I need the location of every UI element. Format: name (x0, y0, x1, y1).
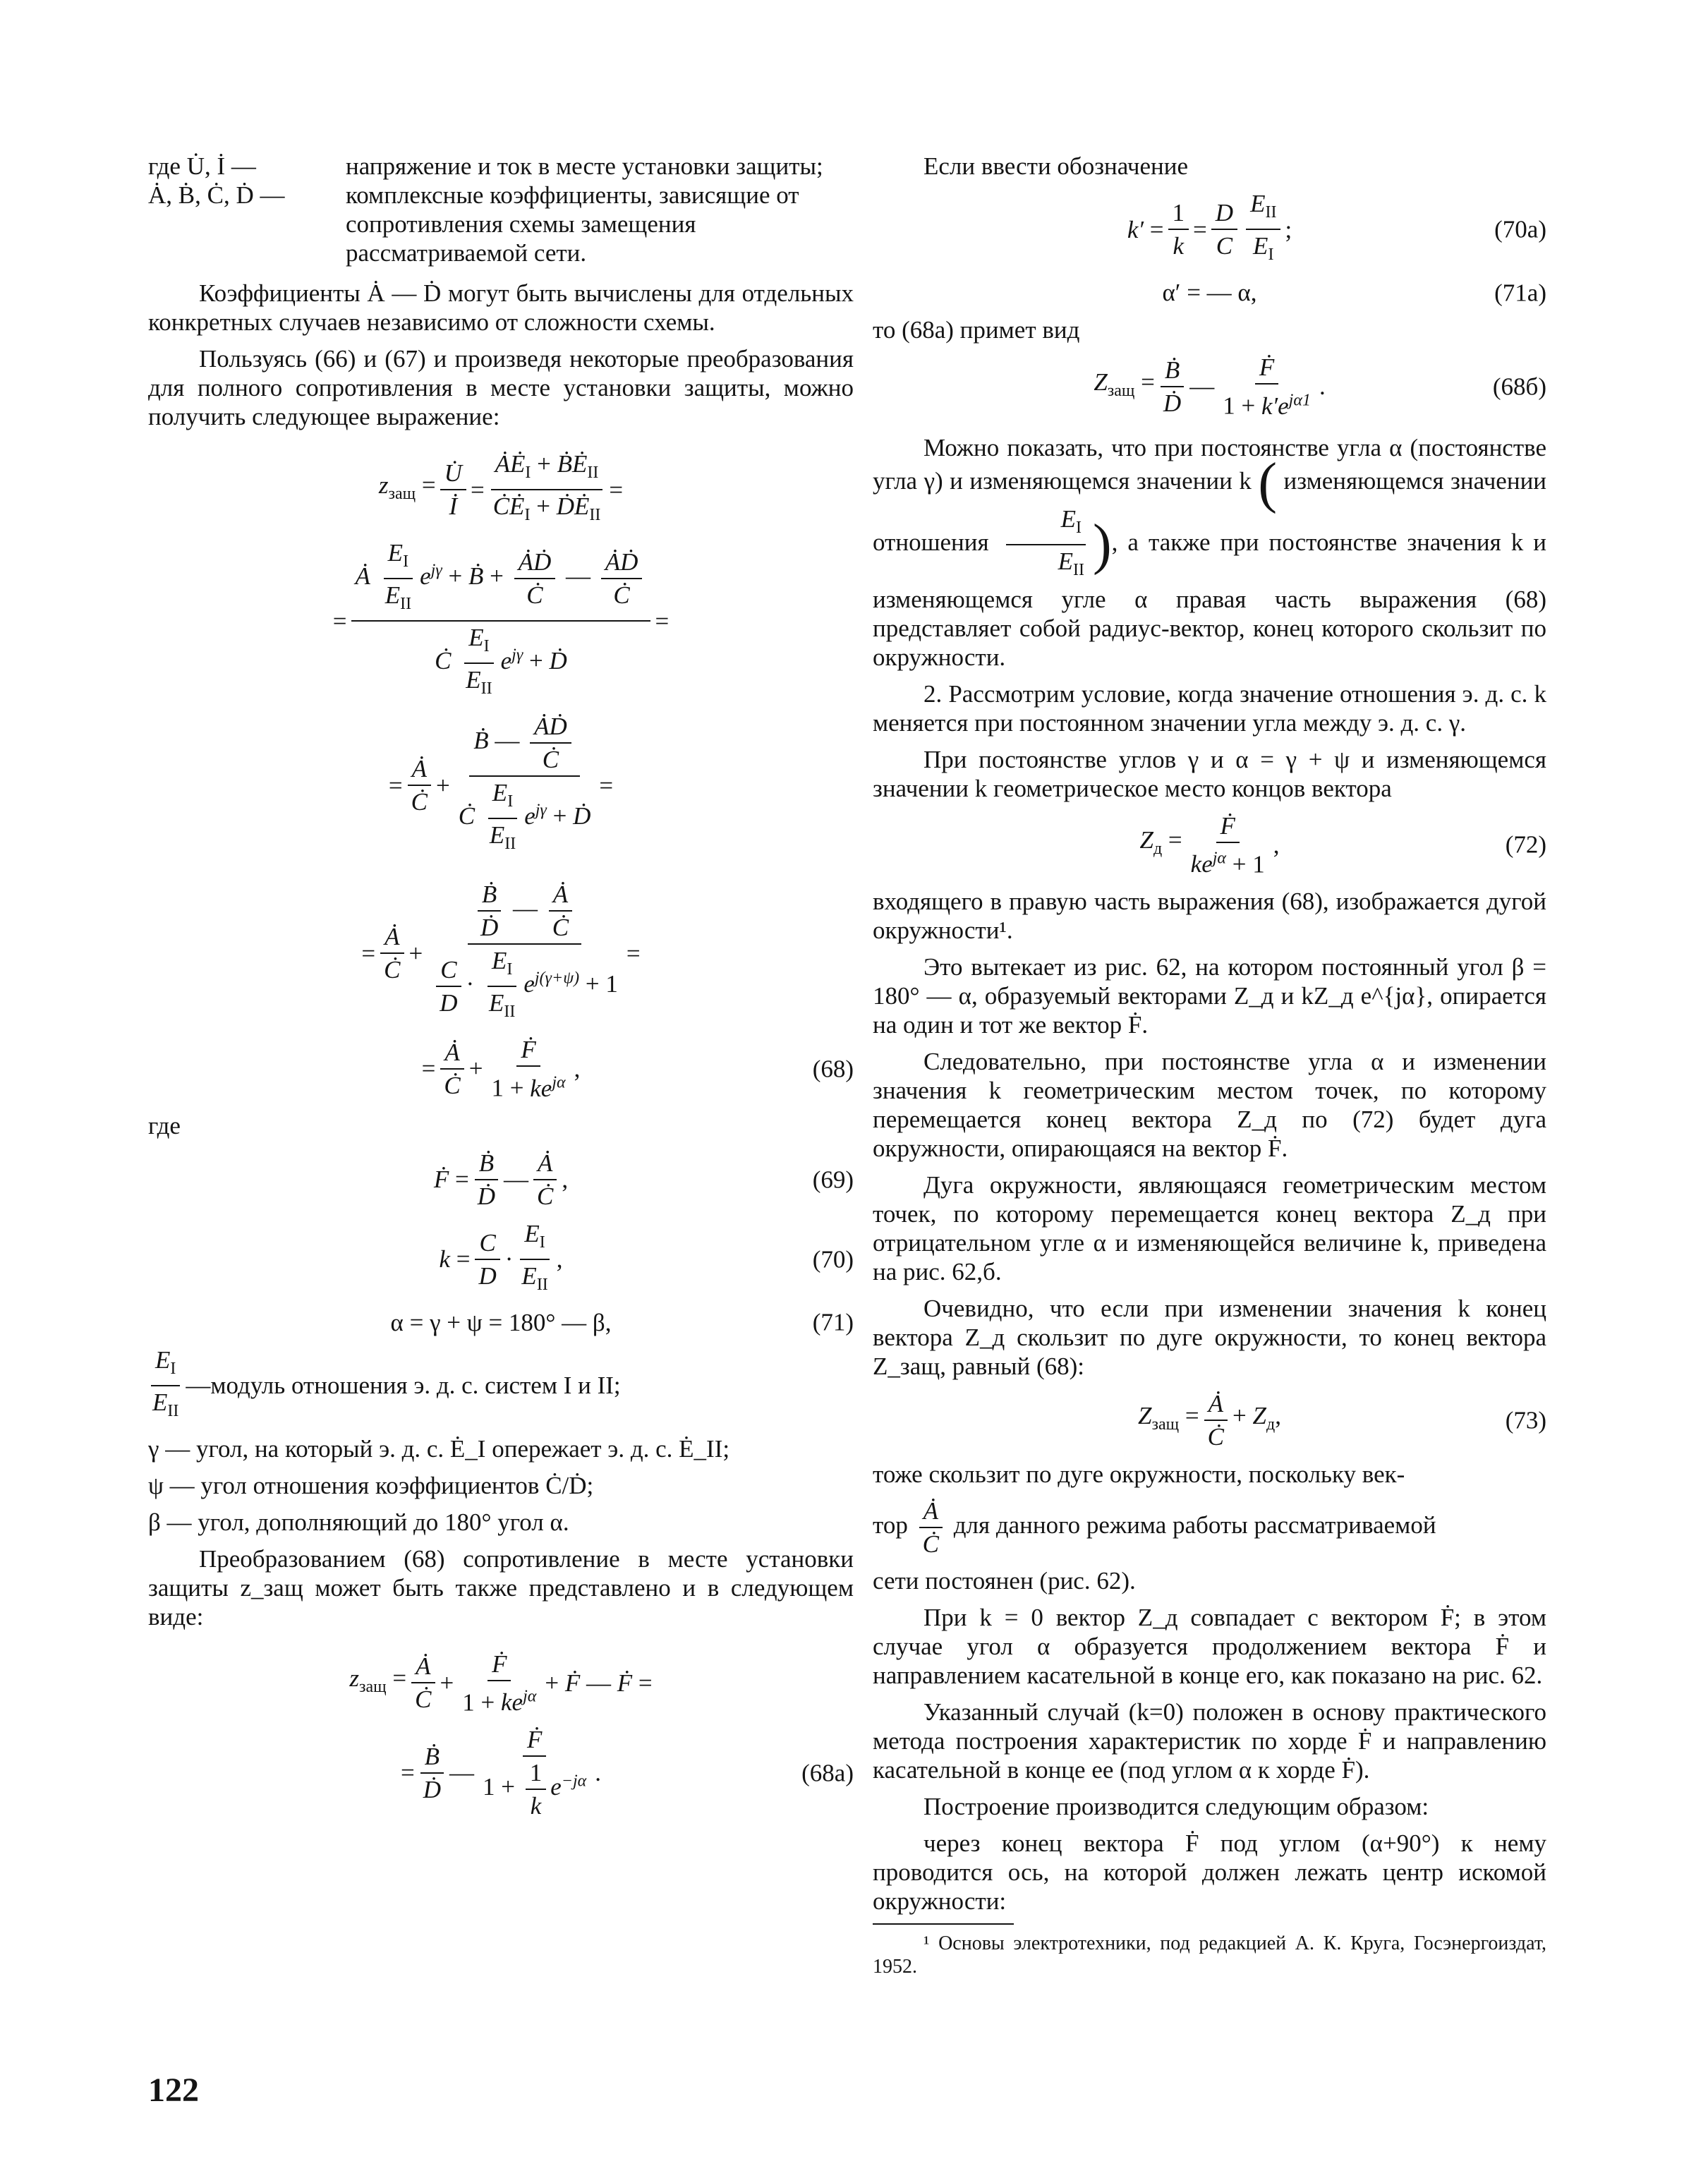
equation-number: (68а) (801, 1759, 854, 1787)
definition-label: где U̇, İ — (148, 152, 256, 180)
definition-gamma: γ — угол, на который э. д. с. Ė_I опережает э. д. с. Ė_II; (148, 1434, 730, 1463)
paragraph: входящего в правую часть выражения (68), изображается дугой окружности¹. (873, 888, 1546, 945)
page-number: 122 (148, 2071, 199, 2109)
equation-70a: k′ = $\frac{1}{k}$ = $\frac{D}{C}$ $\frac{E_{II}}{E_I}$ ; (70а) (1127, 190, 1546, 264)
equation-number: (71а) (1494, 279, 1546, 306)
equation-line: $z_{защ}$ = $\frac{Ȧ}{Ċ}$ + $\frac{\text{Ḟ}}{1 + ke^{j\alpha}}$ + Ḟ — Ḟ = (349, 1650, 653, 1717)
equation-number: (68б) (1492, 373, 1546, 401)
equation-71 (148, 1308, 854, 1337)
paragraph: Преобразованием (68) сопротивление в месте установки защиты z_защ может быть также представлено и в следующем виде: (148, 1544, 854, 1630)
paragraph: сети постоянен (рис. 62). (873, 1567, 1136, 1595)
paragraph: Можно показать, что при постоянстве угла α (постоянстве угла γ) и изменяющемся значении k ( изменяющемся значении отношения $\frac{E_I}{E_{II}}$ ), а также при постоянстве значения k и изменяющемся угле α правая часть выражения (68) представляет собой радиус-вектор, конец которого скользит по окружности. (873, 433, 1547, 671)
equation-70: k = $\frac{C}{D}$ · $\frac{E_I}{E_{II}}$ , (70) (439, 1219, 854, 1294)
paragraph: Построение производится следующим образом: (923, 1793, 1429, 1821)
paragraph: Коэффициенты Ȧ — Ḋ могут быть вычислены для отдельных конкретных случаев независимо от сложности схемы. (148, 279, 854, 336)
definition-psi: ψ — угол отношения коэффициентов Ċ/Ḋ; (148, 1471, 594, 1499)
equation-68: = $\frac{Ȧ}{Ċ}$ + $\frac{\text{Ḟ}}{1 + ke^{j\alpha}}$ , (68) (421, 1036, 854, 1102)
paragraph-text: Можно показать, что при постоянстве угла α (постоянстве угла γ) и изменяющемся значении k (873, 433, 1546, 495)
paragraph: Пользуясь (66) и (67) и произведя некоторые преобразования для полного сопротивления в месте установки защиты, можно получить следующее выражение: (148, 345, 854, 430)
definition-label: Ȧ, Ḃ, Ċ, Ḋ — (148, 181, 285, 209)
equation-text: α = γ + ψ = 180° — β, (390, 1308, 612, 1336)
paragraph: При k = 0 вектор Z_д совпадает с вектором Ḟ; в этом случае угол α образуется продолжением вектора Ḟ и направлением касательной в конце его, как показано на рис. 62. (873, 1604, 1546, 1690)
equation-number: (70) (812, 1245, 854, 1273)
equation-number: (73) (1505, 1406, 1546, 1434)
paragraph: тоже скользит по дуге окружности, поскольку век- (873, 1460, 1405, 1489)
equation-number: (71) (812, 1308, 854, 1336)
definition-text: комплексные коэффициенты, зависящие от сопротивления схемы замещения рассматриваемой сети. (346, 181, 799, 267)
definition-text: —модуль отношения э. д. с. систем I и II; (186, 1372, 621, 1400)
paragraph: При постоянстве углов γ и α = γ + ψ и изменяющемся значении k геометрическое место концов вектора (873, 745, 1546, 802)
footnote-rule (873, 1923, 1014, 1925)
definition-modulus: $\frac{E_I}{E_{II}}$ —модуль отношения э. д. с. систем I и II; (148, 1345, 854, 1426)
equation-69: Ḟ = $\frac{\text{Ḃ}}{\text{Ḋ}}$ — $\frac{Ȧ}{Ċ}$ , (69) (433, 1149, 854, 1210)
paragraph: Следовательно, при постоянстве угла α и изменении значения k геометрическим местом точек, по которому перемещается конец вектора Z_д по (72) будет дуга окружности, опирающаяся на вектор Ḟ. (873, 1048, 1546, 1163)
paragraph-text: , а также при постоянстве значения k и изменяющемся угле α правая часть выражения (68) представляет собой радиус-вектор, конец которого скользит по окружности. (873, 528, 1547, 671)
equation-line: = $\frac{Ȧ}{Ċ}$ + $\frac{\text{Ḃ}}{\text{Ḋ}}$ — $\frac{Ȧ}{Ċ}$ $\frac{C}{D}$ · $\frac{E_I}{E_{II}}$ $e^{j(\gamma+\psi)} + 1$ = (361, 881, 641, 1021)
equation-line: $z_{защ}$ = $\frac{U̇}{İ}$ = $\frac{ȦĖ_I + ḂĖ_{II}}{ĊĖ_I + ḊĖ_{II}}$ = (378, 450, 624, 524)
paragraph: через конец вектора Ḟ под углом (α+90°) к нему проводится ось, на которой должен лежать центр искомой окружности: (873, 1829, 1546, 1916)
equation-line: = Ȧ $\frac{E_I}{E_{II}}$ $e^{j\gamma}$ + Ḃ + $\frac{\text{ȦḊ}}{Ċ}$ — $\frac{\text{ȦḊ}}{Ċ}$ Ċ $\frac{E_I}{E_{II}}$ $e^{j\gamma}$ + Ḋ = (332, 539, 670, 698)
left-column (148, 152, 854, 1829)
equation-text: α′ = — α, (1162, 279, 1257, 306)
paragraph-text: изменяющемся значении отношения (873, 466, 1547, 556)
equation-number: (70а) (1494, 215, 1546, 243)
equation-68b: $Z_{защ}$ = $\frac{\text{Ḃ}}{\text{Ḋ}}$ — $\frac{\text{Ḟ}}{1 + k'e^{j\alpha 1}}$ . (68б) (1094, 353, 1546, 420)
equation-line: = $\frac{Ȧ}{Ċ}$ + Ḃ — $\frac{\text{ȦḊ}}{Ċ}$ Ċ $\frac{E_I}{E_{II}}$ $e^{j\gamma}$ + Ḋ = (388, 713, 614, 853)
paragraph: 2. Рассмотрим условие, когда значение отношения э. д. с. k меняется при постоянном значении угла между э. д. с. γ. (873, 679, 1546, 737)
equation-71a (873, 278, 1546, 307)
definition-beta: β — угол, дополняющий до 180° угол α. (148, 1508, 569, 1536)
equation-72: $Z_д$ = $\frac{\text{Ḟ}}{ke^{j\alpha} + 1}$ , (72) (1139, 811, 1546, 878)
definition-text: напряжение и ток в месте установки защиты; (346, 152, 823, 180)
paragraph-text: для данного режима работы рассматриваемой (953, 1511, 1436, 1539)
paragraph: Дуга окружности, являющаяся геометрическим местом точек, по которому перемещается конец вектора Z_д при отрицательном угле α и изменяющейся величине k, приведена на рис. 62,б. (873, 1171, 1546, 1286)
paragraph-text: тор (873, 1511, 908, 1539)
equation-number: (69) (812, 1166, 854, 1194)
paragraph: Указанный случай (k=0) положен в основу практического метода построения характеристик по хорде Ḟ и направлению касательной в конце ее (под углом α к хорде Ḟ). (873, 1698, 1546, 1784)
paragraph: то (68а) примет вид (873, 316, 1080, 344)
definition-u-i (148, 152, 854, 181)
paragraph: тор $\frac{Ȧ}{Ċ}$ для данного режима работы рассматриваемой (873, 1497, 1436, 1559)
paragraph: Если ввести обозначение (923, 152, 1189, 180)
definition-coefficients (148, 181, 854, 267)
equation-number: (72) (1505, 830, 1546, 859)
paragraph: Очевидно, что если при изменении значения k конец вектора Z_д скользит по дуге окружности, то конец вектора Z_защ, равный (68): (873, 1295, 1546, 1381)
equation-73: $Z_{защ}$ = $\frac{Ȧ}{Ċ}$ + $Z_д$, (73) (1138, 1390, 1546, 1451)
right-column (873, 152, 1546, 1986)
paragraph: Это вытекает из рис. 62, на котором постоянный угол β = 180° — α, образуемый векторами Z_д и kZ_д e^{jα}, опирается на один и тот же вектор Ḟ. (873, 953, 1546, 1039)
footnote: ¹ Основы электротехники, под редакцией А. К. Круга, Госэнергоиздат, 1952. (873, 1932, 1546, 1978)
equation-number: (68) (812, 1055, 854, 1083)
where-label: где (148, 1111, 181, 1139)
equation-68a: = $\frac{\text{Ḃ}}{\text{Ḋ}}$ — Ḟ 1 + $\frac{1}{k}$ $e^{-j\alpha}$ . (68а) (400, 1726, 854, 1820)
